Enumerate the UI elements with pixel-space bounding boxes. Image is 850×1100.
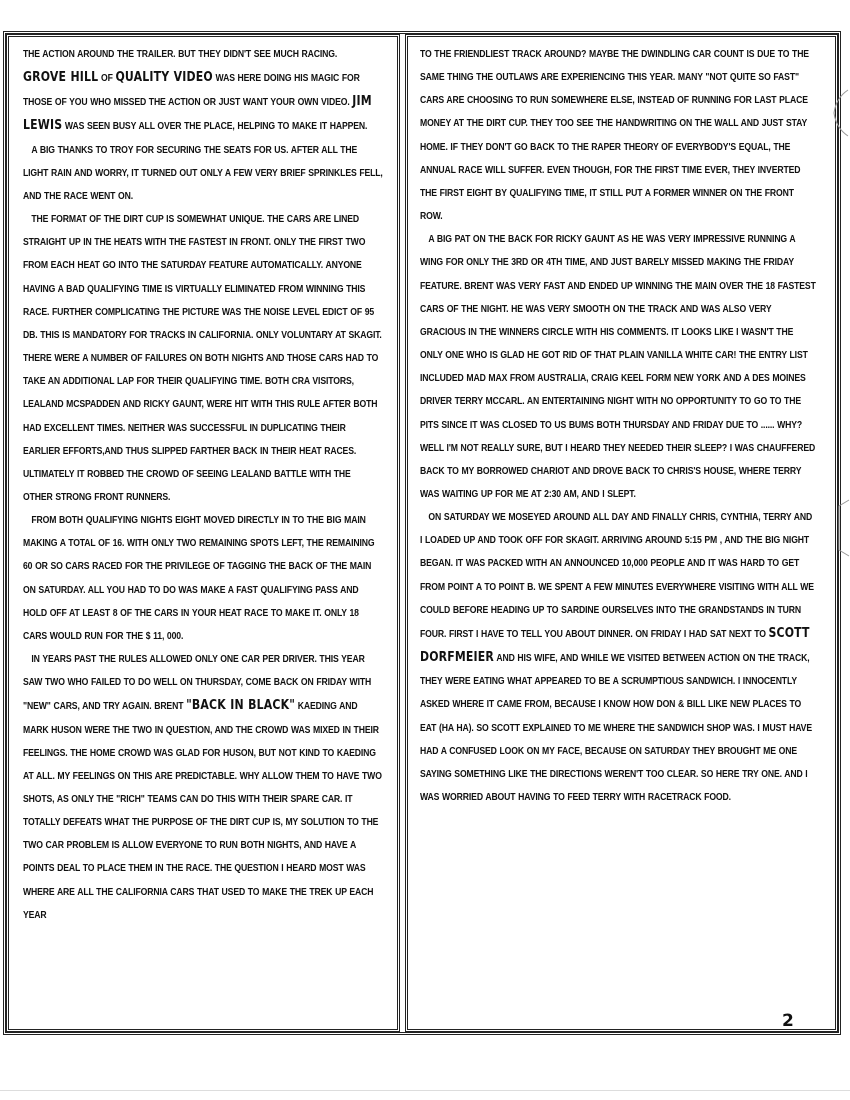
right-column-text bbox=[408, 37, 835, 1029]
bottom-scan-rule bbox=[0, 1090, 850, 1091]
paragraph-text: AND HIS WIFE, AND WHILE WE VISITED BETWEEN ACTION ON THE TRACK, THEY WERE EATING WHAT APPEARED TO BE A SCRUMPTIOUS SANDWICH. I INNOCENTLY ASKED WHERE IT CAME FROM, BECAUSE I KNOW HOW DON & BILL LIKE NEW PLACES TO EAT (HA HA). SO SCOTT EXPLAINED TO ME WHERE THE SANDWICH SHOP WAS. I MUST HAVE HAD A CONFUSED LOOK ON MY FACE, BECAUSE ON SATURDAY THEY BROUGHT ME ONE SAYING SOMETHING LIKE THE DIRECTIONS WEREN'T TOO CLEAR. SO HERE TRY ONE. AND I WAS WORRIED ABOUT HAVING TO FEED TERRY WITH RACETRACK FOOD. bbox=[420, 653, 812, 803]
paragraph-text: A BIG THANKS TO TROY FOR SECURING THE SEATS FOR US. AFTER ALL THE LIGHT RAIN AND WORRY, IT TURNED OUT ONLY A FEW VERY BRIEF SPRINKLES FELL, AND THE RACE WENT ON. bbox=[23, 144, 383, 202]
paragraph-text: KAEDING AND MARK HUSON WERE THE TWO IN QUESTION, AND THE CROWD WAS MIXED IN THEIR FEELINGS. THE HOME CROWD WAS GLAD FOR HUSON, BUT NOT KIND TO KAEDING AT ALL. MY FEELINGS ON THIS ARE PREDICTABLE. WHY ALLOW THEM TO HAVE TWO SHOTS, AS ONLY THE "RICH" TEAMS CAN DO THIS WITH THEIR SPARE CAR. IT TOTALLY DEFEATS WHAT THE PURPOSE OF THE DIRT CUP IS, MY SOLUTION TO THE TWO CAR PROBLEM IS ALLOW EVERYONE TO RUN BOTH NIGHTS, AND HAVE A POINTS DEAL TO PLACE THEM IN THE RACE. THE QUESTION I HEARD MOST WAS WHERE ARE ALL THE CALIFORNIA CARS THAT USED TO MAKE THE TREK UP EACH YEAR bbox=[23, 701, 382, 921]
paragraph-text: THE FORMAT OF THE DIRT CUP IS SOMEWHAT UNIQUE. THE CARS ARE LINED STRAIGHT UP IN THE HEATS WITH THE FASTEST IN FRONT. ONLY THE FIRST TWO FROM EACH HEAT GO INTO THE SATURDAY FEATURE AUTOMATICALLY. ANYONE HAVING A BAD QUALIFYING TIME IS VIRTUALLY ELIMINATED FROM WINNING THIS RACE. FURTHER COMPLICATING THE PICTURE WAS THE NOISE LEVEL EDICT OF 95 DB. THIS IS MANDATORY FOR TRACKS IN CALIFORNIA. ONLY VOLUNTARY AT SKAGIT. THERE WERE A NUMBER OF FAILURES ON BOTH NIGHTS AND THOSE CARS HAD TO TAKE AN ADDITIONAL LAP FOR THEIR QUALIFYING TIME. BOTH CRA VISITORS, LEALAND MCSPADDEN AND RICKY GAUNT, WERE HIT WITH THIS RULE AFTER BOTH HAD EXCELLENT TIMES. NEITHER WAS SUCCESSFUL IN DUPLICATING THEIR EARLIER EFFORTS,AND THUS SLIPPED FARTHER BACK IN THEIR HEAT RACES. ULTIMATELY IT ROBBED THE CROWD OF SEEING LEALAND BATTLE WITH THE OTHER STRONG FRONT RUNNERS. bbox=[23, 214, 382, 503]
paragraph-p7 bbox=[420, 228, 817, 506]
paragraph-p8 bbox=[420, 506, 817, 809]
emphasized-name: "BACK IN BLACK" bbox=[186, 698, 296, 714]
paragraph-p1 bbox=[23, 43, 383, 139]
paragraph-p3 bbox=[23, 208, 383, 509]
paragraph-text: FROM BOTH QUALIFYING NIGHTS EIGHT MOVED DIRECTLY IN TO THE BIG MAIN MAKING A TOTAL OF 16. WITH ONLY TWO REMAINING SPOTS LEFT, THE REMAINING 60 OR SO CARS RACED FOR THE PRIVILEGE OF TAGGING THE BACK OF THE MAIN ON SATURDAY. ALL YOU HAD TO DO WAS MAKE A FAST QUALIFYING PASS AND HOLD OFF AT LEAST 8 OF THE CARS IN YOUR HEAT RACE TO MAKE IT. ONLY 18 CARS WOULD RUN FOR THE $ 11, 000. bbox=[23, 515, 375, 642]
right-column bbox=[405, 34, 838, 1032]
paragraph-p6 bbox=[420, 43, 817, 228]
paragraph-text: A BIG PAT ON THE BACK FOR RICKY GAUNT AS HE WAS VERY IMPRESSIVE RUNNING A WING FOR ONLY THE 3RD OR 4TH TIME, AND JUST BARELY MISSED MAKING THE FRIDAY FEATURE. BRENT WAS VERY FAST AND ENDED UP WINNING THE MAIN OVER THE 18 FASTEST CARS OF THE NIGHT. HE WAS VERY SMOOTH ON THE TRACK AND WAS ALSO VERY GRACIOUS IN THE WINNERS CIRCLE WITH HIS COMMENTS. IT LOOKS LIKE I WASN'T THE ONLY ONE WHO IS GLAD HE GOT RID OF THAT PLAIN VANILLA WHITE CAR! THE ENTRY LIST INCLUDED MAD MAX FROM AUSTRALIA, CRAIG KEEL FORM NEW YORK AND A DES MOINES DRIVER TERRY MCCARL. AN ENTERTAINING NIGHT WITH NO OPPORTUNITY TO GO TO THE PITS SINCE IT WAS CLOSED TO US BUMS BOTH THURSDAY AND FRIDAY DUE TO ...... WHY? WELL I'M NOT REALLY SURE, BUT I HEARD THEY NEEDED THEIR SLEEP? I WAS CHAUFFERED BACK TO MY BORROWED CHARIOT AND DROVE BACK TO CHRIS'S HOUSE, WHERE TERRY WAS WAITING UP FOR ME AT 2:30 AM, AND I SLEPT. bbox=[420, 234, 816, 500]
paragraph-p4 bbox=[23, 509, 383, 648]
paragraph-p2 bbox=[23, 139, 383, 208]
left-column bbox=[6, 34, 400, 1032]
margin-bracket-top bbox=[832, 88, 850, 138]
left-column-text bbox=[9, 37, 397, 1029]
paragraph-text: OF bbox=[98, 73, 116, 85]
paragraph-text: ON SATURDAY WE MOSEYED AROUND ALL DAY AND FINALLY CHRIS, CYNTHIA, TERRY AND I LOADED UP AND TOOK OFF FOR SKAGIT. ARRIVING AROUND 5:15 PM , AND THE BIG NIGHT BEGAN. IT WAS PACKED WITH AN ANNOUNCED 10,000 PEOPLE AND IT WAS HARD TO GET FROM POINT A TO POINT B. WE SPENT A FEW MINUTES EVERYWHERE VISITING WITH ALL WE COULD BEFORE HEADING UP TO SARDINE OURSELVES INTO THE GRANDSTANDS IN TURN FOUR. FIRST I HAVE TO TELL YOU ABOUT DINNER. ON FRIDAY I HAD SAT NEXT TO bbox=[420, 512, 814, 640]
emphasized-name: JIM LEWIS bbox=[23, 94, 372, 134]
paragraph-text: WAS SEEN BUSY ALL OVER THE PLACE, HELPING TO MAKE IT HAPPEN. bbox=[62, 121, 368, 133]
margin-bracket-middle bbox=[835, 498, 850, 558]
paragraph-p5 bbox=[23, 648, 383, 927]
emphasized-name: SCOTT DORFMEIER bbox=[420, 625, 810, 666]
emphasized-name: GROVE HILL bbox=[23, 70, 99, 86]
paragraph-text: THE ACTION AROUND THE TRAILER. BUT THEY DIDN'T SEE MUCH RACING. bbox=[23, 49, 338, 60]
page-number: 2 bbox=[782, 1011, 794, 1031]
paragraph-text: WAS HERE DOING HIS MAGIC FOR THOSE OF YOU WHO MISSED THE ACTION OR JUST WANT YOUR OWN VIDEO. bbox=[23, 73, 360, 109]
paragraph-text: IN YEARS PAST THE RULES ALLOWED ONLY ONE CAR PER DRIVER. THIS YEAR SAW TWO WHO FAILED TO DO WELL ON THURSDAY, COME BACK ON FRIDAY WITH "NEW" CARS, AND TRY AGAIN. BRENT bbox=[23, 654, 372, 713]
emphasized-name: QUALITY VIDEO bbox=[115, 70, 213, 86]
paragraph-text: TO THE FRIENDLIEST TRACK AROUND? MAYBE THE DWINDLING CAR COUNT IS DUE TO THE SAME THING THE OUTLAWS ARE EXPERIENCING THIS YEAR. MANY "NOT QUITE SO FAST" CARS ARE CHOOSING TO RUN SOMEWHERE ELSE, INSTEAD OF RUNNING FOR LAST PLACE MONEY AT THE DIRT CUP. THEY TOO SEE THE HANDWRITING ON THE WALL AND JUST STAY HOME. IF THEY DON'T GO BACK TO THE RAPER THEORY OF EVERYBODY'S EQUAL, THE ANNUAL RACE WILL SUFFER. EVEN THOUGH, FOR THE FIRST TIME EVER, THEY INVERTED THE FIRST EIGHT BY QUALIFYING TIME, IT STILL PUT A FORMER WINNER ON THE FRONT ROW. bbox=[420, 49, 809, 223]
